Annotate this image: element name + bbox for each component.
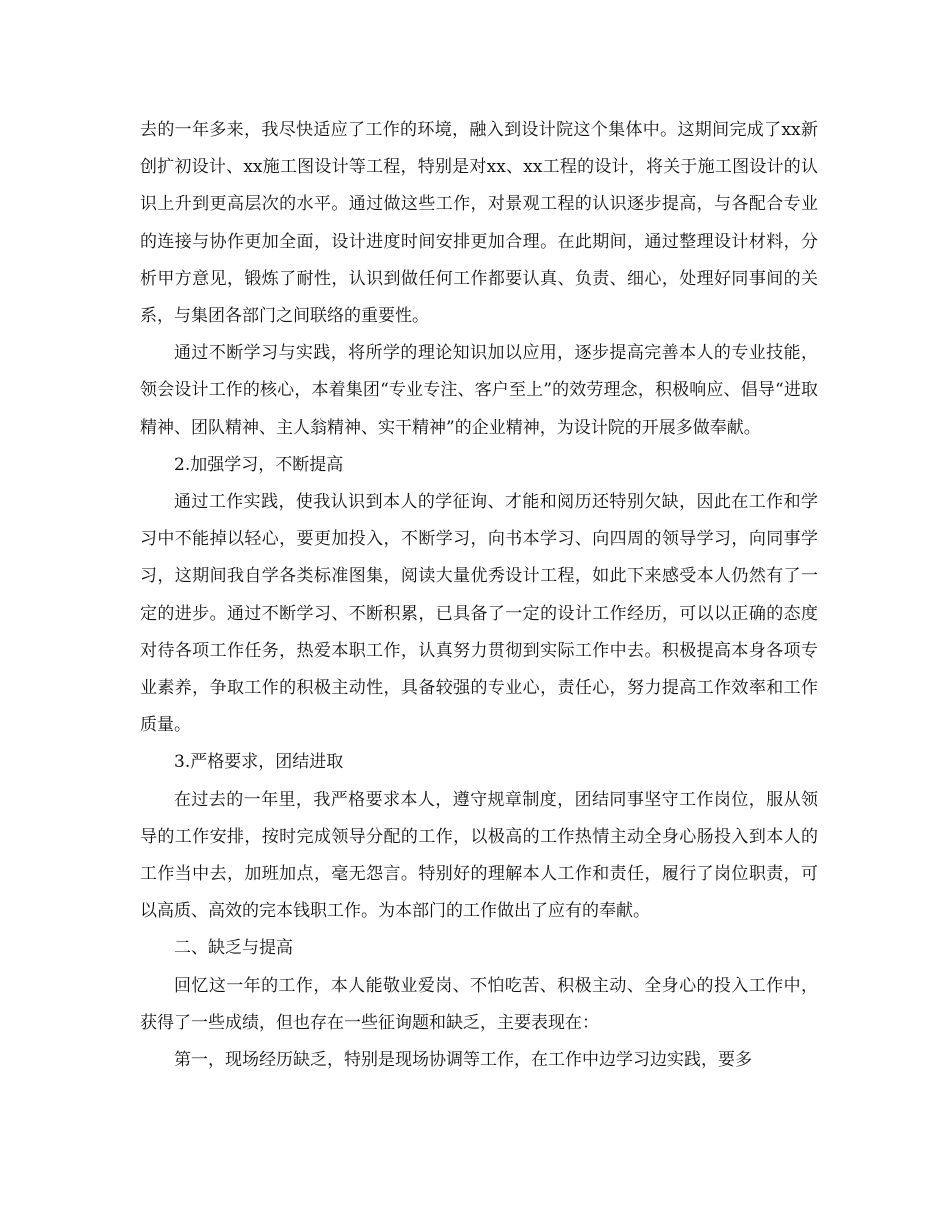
paragraph-first-point: 第一，现场经历缺乏，特别是现场协调等工作，在工作中边学习边实践，要多 — [174, 1050, 752, 1071]
section-heading-shortcomings: 二、缺乏与提高 — [174, 938, 293, 959]
section-heading-3: 3.严格要求，团结进取 — [174, 752, 344, 773]
paragraph-intro: 去的一年多来，我尽快适应了工作的环境，融入到设计院这个集体中。这期间完成了xx新创扩初设计、xx施工图设计等工程，特别是对xx、xx工程的设计，将关于施工图设计的认识上升到更高层次的水平。通过做这些工作，对景观工程的认识逐步提高，与各配合专业的连接与协作更加全面，设计进度时间安排更加合理。在此期间，通过整理设计材料，分析甲方意见，锻炼了耐性，认识到做任何工作都要认真、负责、细心，处理好同事间的关系，与集团各部门之间联络的重要性。 — [140, 120, 818, 327]
paragraph-review: 回忆这一年的工作，本人能敬业爱岗、不怕吃苦、积极主动、全身心的投入工作中，获得了一些成绩，但也存在一些征询题和缺乏，主要表现在： — [140, 975, 818, 1033]
paragraph-learning: 通过工作实践，使我认识到本人的学征询、才能和阅历还特别欠缺，因此在工作和学习中不能掉以轻心，要更加投入，不断学习，向书本学习、向四周的领导学习，向同事学习，这期间我自学各类标准图集，阅读大量优秀设计工程，如此下来感受本人仍然有了一定的进步。通过不断学习、不断积累，已具备了一定的设计工作经历，可以以正确的态度对待各项工作任务，热爱本职工作，认真努力贯彻到实际工作中去。积极提高本身各项专业素养，争取工作的积极主动性，具备较强的专业心，责任心，努力提高工作效率和工作质量。 — [140, 492, 818, 736]
paragraph-practice: 通过不断学习与实践，将所学的理论知识加以应用，逐步提高完善本人的专业技能，领会设计工作的核心，本着集团“专业专注、客户至上”的效劳理念，积极响应、倡导“进取精神、团队精神、主人翁精神、实干精神”的企业精神，为设计院的开展多做奉献。 — [140, 343, 818, 438]
document-body — [140, 112, 818, 1079]
section-heading-2: 2.加强学习，不断提高 — [174, 454, 344, 475]
paragraph-discipline: 在过去的一年里，我严格要求本人，遵守规章制度，团结同事坚守工作岗位，服从领导的工作安排，按时完成领导分配的工作，以极高的工作热情主动全身心肠投入到本人的工作当中去，加班加点，毫无怨言。特别好的理解本人工作和责任，履行了岗位职责，可以高质、高效的完本钱职工作。为本部门的工作做出了应有的奉献。 — [140, 789, 818, 922]
